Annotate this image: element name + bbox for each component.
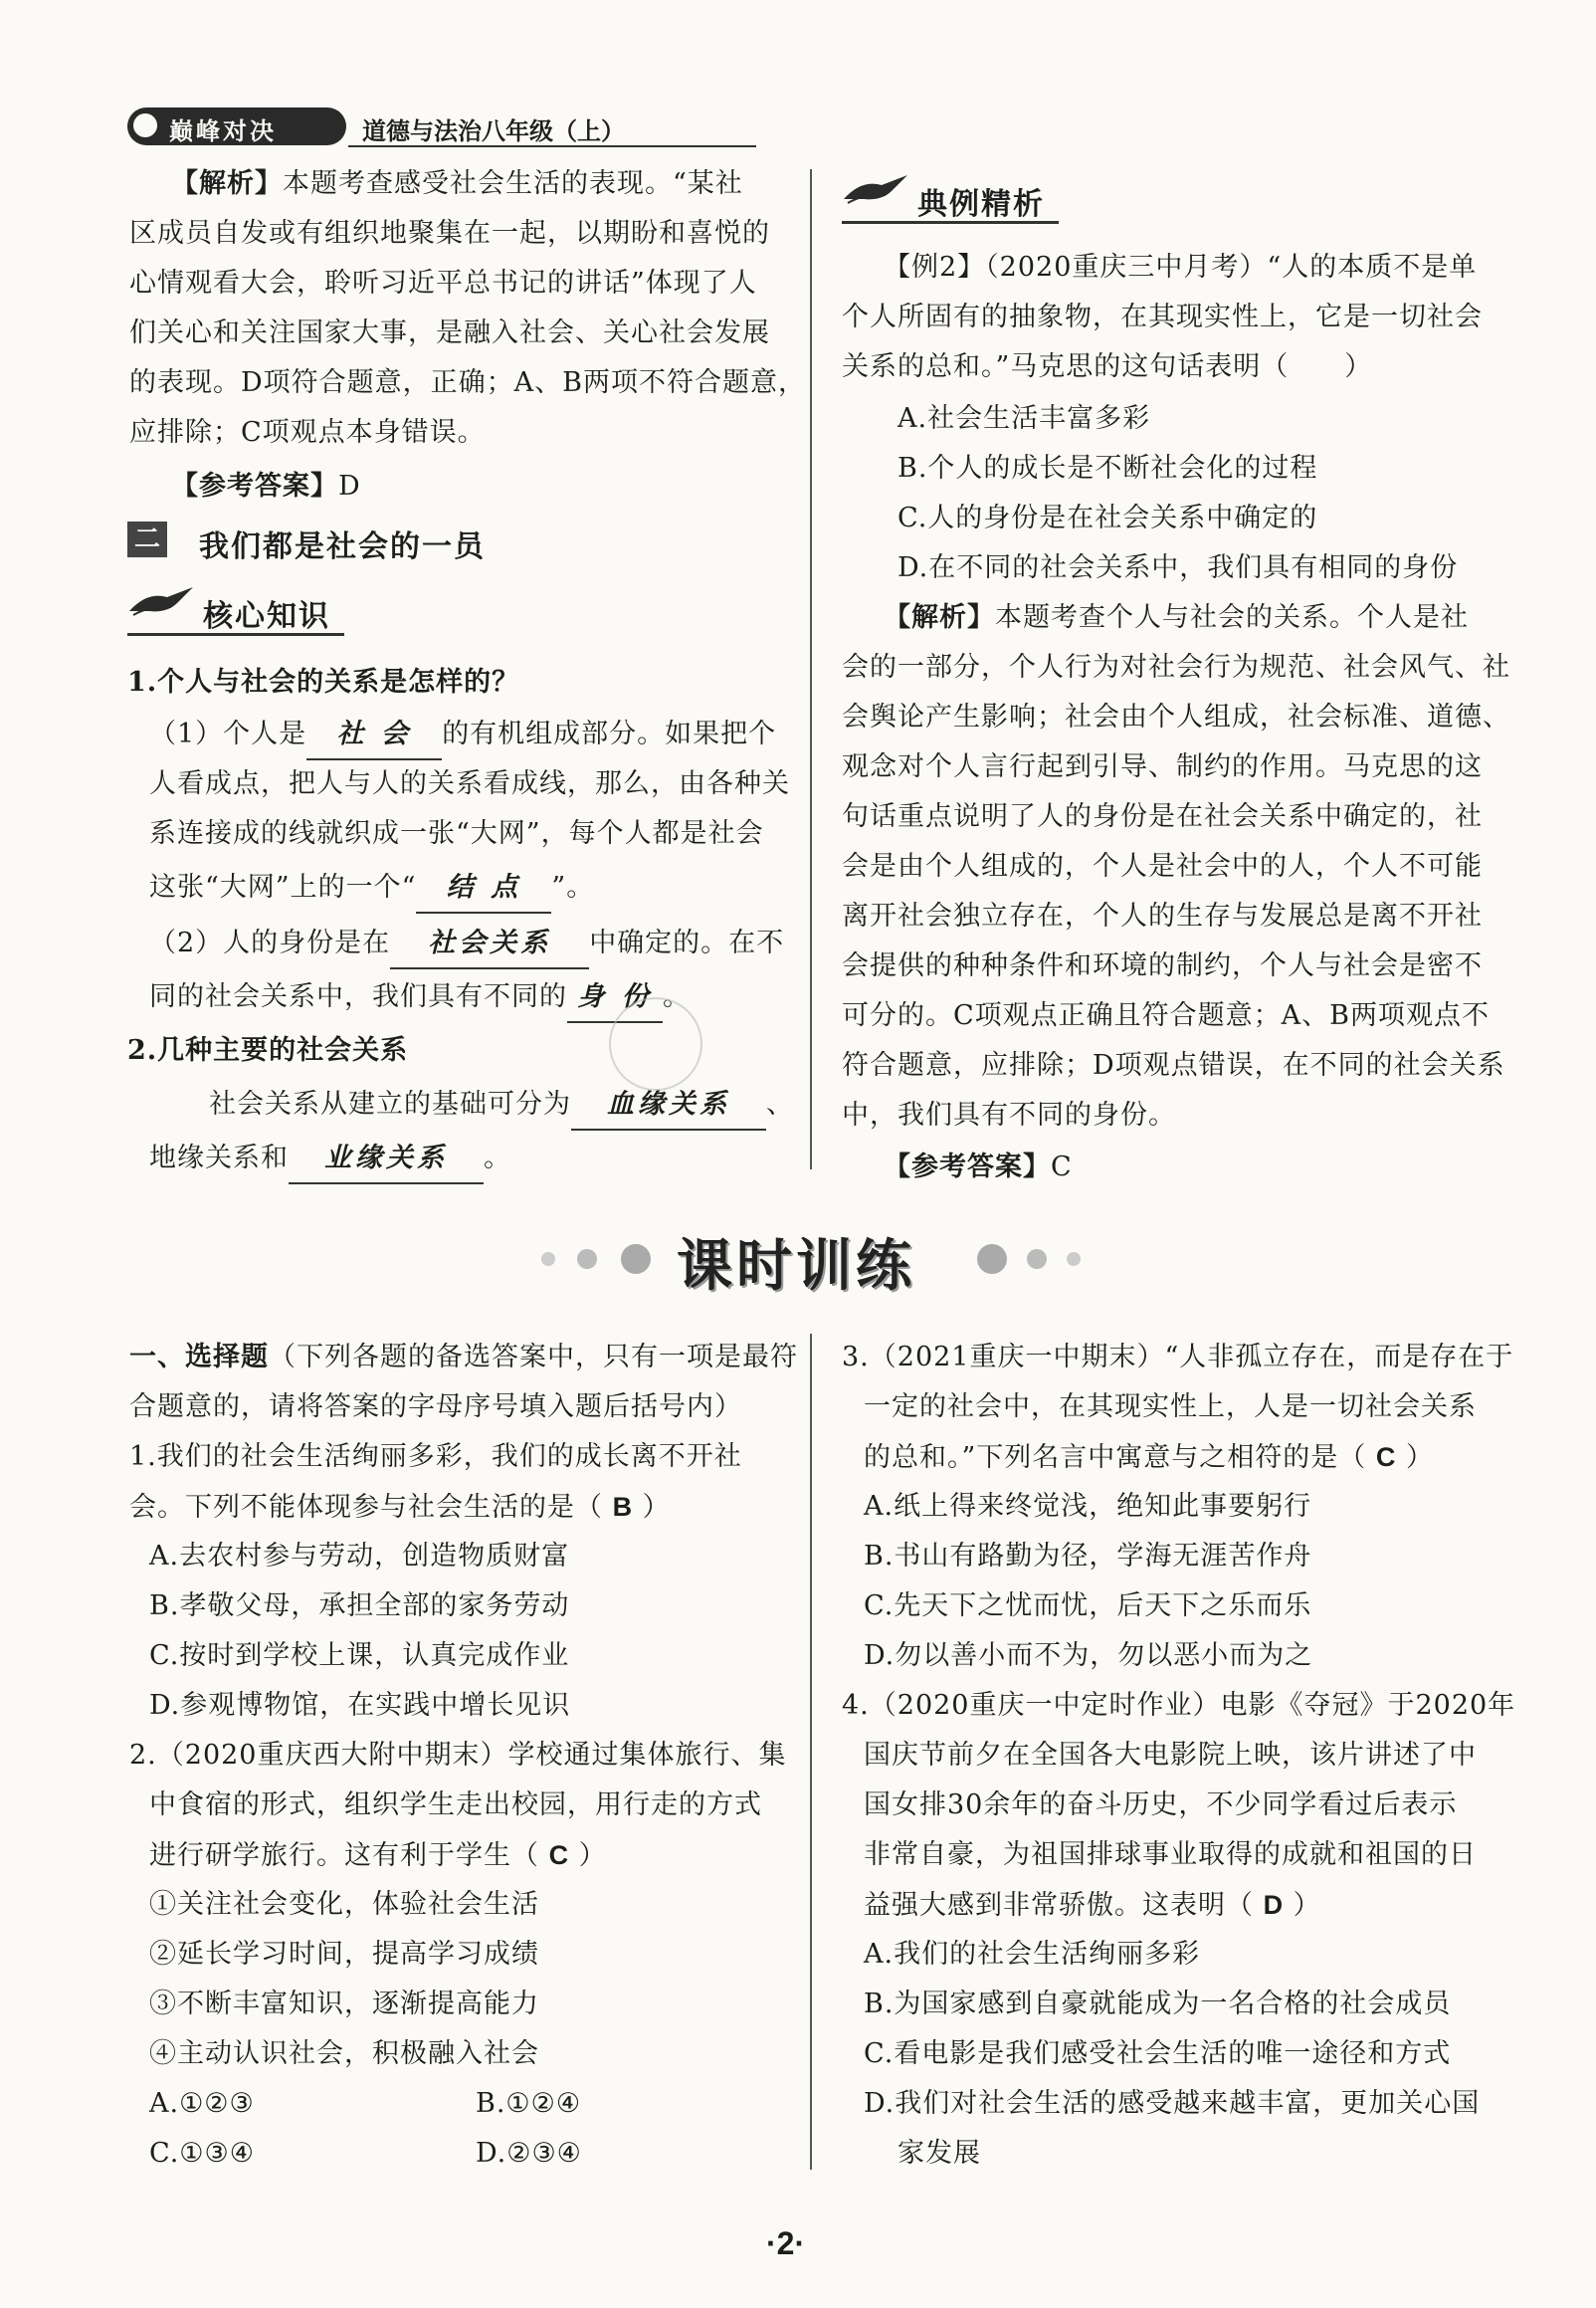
q2-answer: C — [548, 1840, 570, 1870]
q2-item-2: ②延长学习时间，提高学习成绩 — [149, 1939, 539, 1970]
q4-line-3: 国女排30余年的奋斗历史，不少同学看过后表示 — [864, 1789, 1458, 1820]
section-badge: 二 — [127, 522, 167, 557]
analysis-line-2: 区成员自发或有组织地聚集在一起，以期盼和喜悦的 — [129, 218, 770, 249]
q4-option-d: D.我们对社会生活的感受越来越丰富，更加关心国 — [864, 2088, 1481, 2119]
brand-logo: 巅峰对决 — [127, 107, 346, 145]
header-subject: 道德与法治八年级（上） — [362, 116, 625, 145]
exercise-section-line-2: 合题意的，请将答案的字母序号填入题后括号内） — [129, 1391, 742, 1422]
q4-option-a: A.我们的社会生活绚丽多彩 — [864, 1939, 1201, 1970]
q3-option-d: D.勿以善小而不为，勿以恶小而为之 — [864, 1640, 1313, 1671]
dot-icon — [1027, 1249, 1047, 1269]
fill-answer-work: 业缘关系 — [289, 1135, 484, 1184]
example-option-d: D.在不同的社会关系中，我们具有相同的身份 — [898, 552, 1459, 583]
header-underline — [348, 145, 756, 147]
example-line-2: 个人所固有的抽象物，在其现实性上，它是一切社会 — [842, 302, 1483, 332]
q3-option-a: A.纸上得来终觉浅，绝知此事要躬行 — [864, 1491, 1312, 1522]
q1-option-b: B.孝敬父母，承担全部的家务劳动 — [149, 1590, 570, 1621]
dot-icon — [977, 1244, 1007, 1274]
knowledge-line-3: 系连接成的线就织成一张“大网”，每个人都是社会 — [149, 818, 764, 849]
typical-example-title: 典例精析 — [917, 188, 1045, 221]
logo-circle-icon — [133, 113, 157, 137]
example-option-b: B.个人的成长是不断社会化的过程 — [898, 453, 1318, 484]
example-line-1: 【例2】（2020重庆三中月考）“人的本质不是单 — [884, 252, 1478, 283]
q2-title: 2.几种主要的社会关系 — [127, 1035, 409, 1066]
analysis-line-1: 【解析】本题考查感受社会生活的表现。“某社 — [171, 168, 743, 199]
example-analysis-line-6: 会是由个人组成的，个人是社会中的人，个人不可能 — [842, 851, 1483, 882]
example-option-a: A.社会生活丰富多彩 — [898, 403, 1151, 434]
knowledge-line-4: 这张“大网”上的一个“ 结 点 ”。 — [149, 864, 594, 914]
header — [127, 100, 625, 149]
q2-item-4: ④主动认识社会，积极融入社会 — [149, 2038, 539, 2069]
q1-title: 1.个人与社会的关系是怎样的？ — [127, 667, 520, 698]
typical-example-heading — [842, 171, 1061, 227]
knowledge-line-8: 地缘关系和 业缘关系 。 — [149, 1135, 511, 1184]
dot-icon — [577, 1249, 597, 1269]
column-divider-top — [810, 169, 812, 1169]
q2-line-3: 进行研学旅行。这有利于学生（ C ） — [149, 1840, 607, 1871]
q4-option-d-cont: 家发展 — [898, 2138, 981, 2169]
stamp-watermark — [609, 997, 702, 1091]
page-number: ·2· — [766, 2225, 806, 2261]
q3-option-c: C.先天下之忧而忧，后天下之乐而乐 — [864, 1590, 1312, 1621]
q2-option-c: C.①③④ — [149, 2138, 255, 2169]
q2-item-1: ①关注社会变化，体验社会生活 — [149, 1889, 539, 1920]
knowledge-line-1: （1）个人是 社 会 的有机组成部分。如果把个 — [149, 711, 776, 760]
fill-answer-society: 社 会 — [306, 711, 442, 760]
q2-option-d: D.②③④ — [476, 2138, 582, 2169]
q3-answer: C — [1375, 1442, 1397, 1472]
q4-line-1: 4.（2020重庆一中定时作业）电影《夺冠》于2020年 — [842, 1690, 1516, 1721]
q2-option-b: B.①②④ — [476, 2088, 582, 2119]
heading-underline — [127, 633, 344, 636]
example-option-c: C.人的身份是在社会关系中确定的 — [898, 503, 1318, 533]
q4-line-2: 国庆节前夕在全国各大电影院上映，该片讲述了中 — [864, 1740, 1477, 1771]
column-divider-bottom — [810, 1334, 812, 2170]
knowledge-line-5: （2）人的身份是在 社会关系 中确定的。在不 — [149, 920, 784, 969]
core-knowledge-title: 核心知识 — [203, 600, 330, 633]
q2-line-2: 中食宿的形式，组织学生走出校园，用行走的方式 — [149, 1789, 762, 1820]
example-analysis-line-7: 离开社会独立存在，个人的生存与发展总是离不开社 — [842, 901, 1483, 932]
analysis-line-4: 们关心和关注国家大事，是融入社会、关心社会发展 — [129, 317, 770, 348]
q4-line-5: 益强大感到非常骄傲。这表明（ D ） — [864, 1890, 1321, 1921]
analysis-line-3: 心情观看大会，聆听习近平总书记的讲话”体现了人 — [129, 268, 757, 299]
analysis-line-6: 应排除；C项观点本身错误。 — [129, 417, 486, 448]
example-analysis-line-4: 观念对个人言行起到引导、制约的作用。马克思的这 — [842, 751, 1483, 782]
q2-line-1: 2.（2020重庆西大附中期末）学校通过集体旅行、集 — [129, 1740, 787, 1771]
example-analysis-line-8: 会提供的种种条件和环境的制约，个人与社会是密不 — [842, 950, 1483, 981]
example-analysis-line-3: 会舆论产生影响；社会由个人组成，社会标准、道德、 — [842, 702, 1510, 733]
knowledge-line-7: 社会关系从建立的基础可分为 血缘关系 、 — [209, 1081, 794, 1131]
example-analysis-line-1: 【解析】本题考查个人与社会的关系。个人是社 — [884, 602, 1469, 633]
bird-icon — [842, 171, 911, 211]
example-line-3: 关系的总和。”马克思的这句话表明（ ） — [842, 351, 1373, 382]
example-analysis-line-2: 会的一部分，个人行为对社会行为规范、社会风气、社 — [842, 652, 1510, 683]
q1-option-a: A.去农村参与劳动，创造物质财富 — [149, 1541, 570, 1572]
fill-answer-node: 结 点 — [416, 864, 551, 914]
q1-option-d: D.参观博物馆，在实践中增长见识 — [149, 1690, 571, 1721]
q2-option-a: A.①②③ — [149, 2088, 255, 2119]
bird-icon — [127, 583, 197, 623]
dot-icon — [541, 1252, 555, 1266]
q3-line-1: 3.（2021重庆一中期末）“人非孤立存在，而是存在于 — [842, 1342, 1514, 1372]
dot-icon — [621, 1244, 651, 1274]
fill-answer-relations: 社会关系 — [390, 920, 589, 969]
q3-option-b: B.书山有路勤为径，学海无涯苦作舟 — [864, 1541, 1312, 1572]
heading-underline — [842, 221, 1059, 224]
section-two-title: 我们都是社会的一员 — [199, 530, 486, 563]
fill-answer-identity: 身 份 — [567, 973, 663, 1023]
example-analysis-line-9: 可分的。C项观点正确且符合题意；A、B两项观点不 — [842, 1000, 1490, 1031]
training-title: 课时训练 — [677, 1234, 915, 1297]
example-analysis-line-5: 句话重点说明了人的身份是在社会关系中确定的，社 — [842, 801, 1483, 832]
q1-line-2: 会。下列不能体现参与社会生活的是（ B ） — [129, 1492, 671, 1523]
q1-option-c: C.按时到学校上课，认真完成作业 — [149, 1640, 570, 1671]
fill-answer-blood: 血缘关系 — [571, 1081, 766, 1131]
q1-line-1: 1.我们的社会生活绚丽多彩，我们的成长离不开社 — [129, 1441, 742, 1472]
dot-icon — [1067, 1252, 1081, 1266]
exercise-section-line-1: 一、选择题（下列各题的备选答案中，只有一项是最符 — [129, 1342, 798, 1372]
q3-line-2: 一定的社会中，在其现实性上，人是一切社会关系 — [864, 1391, 1477, 1422]
core-knowledge-heading — [127, 583, 346, 639]
example-analysis-line-11: 中，我们具有不同的身份。 — [842, 1100, 1176, 1131]
q4-line-4: 非常自豪，为祖国排球事业取得的成就和祖国的日 — [864, 1839, 1477, 1870]
q4-answer: D — [1263, 1890, 1285, 1920]
example-analysis-line-10: 符合题意，应排除；D项观点错误，在不同的社会关系 — [842, 1050, 1505, 1081]
reference-answer: 【参考答案】D — [171, 471, 361, 502]
training-banner — [517, 1216, 1095, 1306]
q4-option-b: B.为国家感到自豪就能成为一名合格的社会成员 — [864, 1989, 1452, 2019]
knowledge-line-2: 人看成点，把人与人的关系看成线，那么，由各种关 — [149, 768, 790, 799]
q4-option-c: C.看电影是我们感受社会生活的唯一途径和方式 — [864, 2038, 1452, 2069]
q2-item-3: ③不断丰富知识，逐渐提高能力 — [149, 1989, 539, 2019]
analysis-line-5: 的表现。D项符合题意，正确；A、B两项不符合题意， — [129, 367, 806, 398]
q3-line-3: 的总和。”下列名言中寓意与之相符的是（ C ） — [864, 1442, 1434, 1473]
example-reference-answer: 【参考答案】C — [884, 1152, 1073, 1182]
knowledge-line-6: 同的社会关系中，我们具有不同的 身 份 。 — [149, 973, 691, 1023]
q1-answer: B — [612, 1492, 634, 1522]
